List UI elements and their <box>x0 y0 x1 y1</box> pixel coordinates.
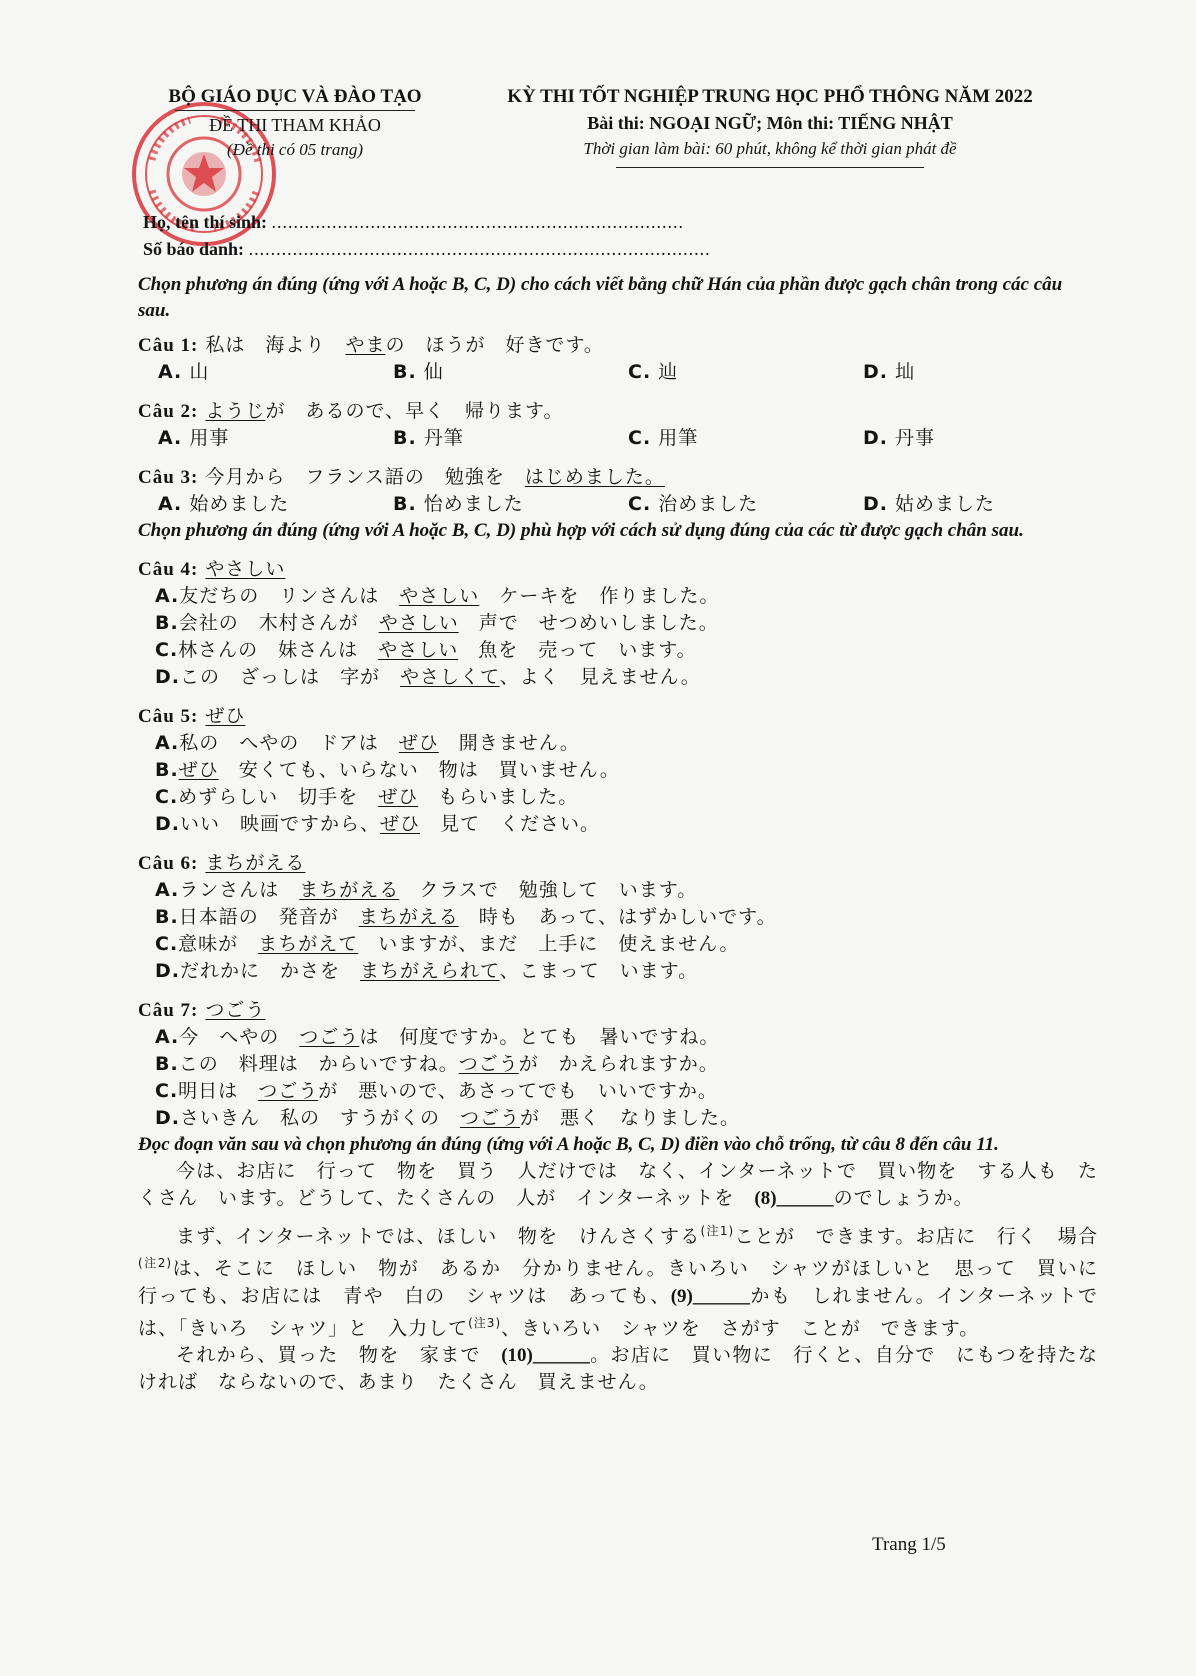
question-text: 私は 海より <box>205 334 346 356</box>
question-1 <box>138 332 1098 386</box>
exam-type: ĐỀ THI THAM KHẢO <box>209 115 381 135</box>
candidate-id-row <box>143 239 711 260</box>
underlined-word: まちがえる <box>205 852 306 874</box>
question-text: が あるので、早く 帰ります。 <box>265 400 564 422</box>
option-c: C.めずらしい 切手を ぜひ もらいました。 <box>155 786 579 808</box>
note-3: (注3) <box>468 1315 502 1330</box>
option-d: D.さいきん 私の すうがくの つごうが 悪く なりました。 <box>155 1107 741 1129</box>
question-label: Câu 1: <box>138 335 199 356</box>
question-label: Câu 4: <box>138 559 199 580</box>
exam-content <box>138 272 1119 1396</box>
underlined-word: ぜひ <box>205 705 246 727</box>
option-b: B.日本語の 発音が まちがえる 時も あって、はずかしいです。 <box>155 906 777 928</box>
instruction-kanji: Chọn phương án đúng (ứng với A hoặc B, C, D) cho cách viết bằng chữ Hán của phần được gạch chân trong các câu sau. <box>138 274 1063 321</box>
question-3 <box>138 464 1098 518</box>
blank-9: (9)______ <box>670 1285 750 1307</box>
instruction-reading: Đọc đoạn văn sau và chọn phương án đúng (ứng với A hoặc B, C, D) điền vào chỗ trống, từ câu 8 đến câu 11. <box>138 1134 999 1155</box>
underlined-word: はじめました。 <box>524 466 665 488</box>
option-b: B.この 料理は からいですね。つごうが かえられますか。 <box>155 1053 719 1075</box>
option-c: C. 辿 <box>628 361 679 383</box>
underlined-word: やさしい <box>205 558 286 580</box>
option-d: D.いい 映画ですから、ぜひ 見て ください。 <box>155 813 601 835</box>
option-c: C. 用筆 <box>628 427 699 449</box>
passage-paragraph-2: まず、インターネットでは、ほしい 物を けんさくする$^{(注1)}$ことが できます。お店に 行く 場合$^{(注2)}$は、そこに ほしい 物が あるか 分かりません。きいろい シャツがほしいと 思って 買いに 行っても、お店には 青や 白の シャツは あっても、(9)______かも しれません。インターネットでは、「きいろ シャツ」と 入力して$^{(注3)}$、きいろい シャツを さがす ことが できます。 <box>138 1224 1119 1339</box>
question-7 <box>138 997 1098 1132</box>
candidate-id-label: Số báo danh: <box>143 239 245 259</box>
underlined-word: つごう <box>205 999 266 1021</box>
ministry-header <box>150 86 440 160</box>
question-6 <box>138 850 1098 985</box>
blank-10: (10)______ <box>501 1344 590 1366</box>
option-b: B. 丹筆 <box>393 427 464 449</box>
option-a: A. 用事 <box>158 427 230 449</box>
question-5 <box>138 703 1098 838</box>
question-label: Câu 7: <box>138 1000 199 1021</box>
option-a: A.私の へやの ドアは ぜひ 開きません。 <box>155 732 580 754</box>
question-2 <box>138 398 1098 452</box>
option-a: A.友だちの リンさんは やさしい ケーキを 作りました。 <box>155 585 720 607</box>
blank-8: (8)______ <box>754 1188 834 1209</box>
option-c: C.意味が まちがえて いますが、まだ 上手に 使えません。 <box>155 933 740 955</box>
option-a: A.ランさんは まちがえる クラスで 勉強して います。 <box>155 879 698 901</box>
page-number: Trang 1/5 <box>872 1534 946 1555</box>
passage-paragraph-1: 今は、お店に 行って 物を 買う 人だけでは なく、インターネットで 買い物を する人も たくさん います。どうして、たくさんの 人が インターネットを (8)______のでしょうか。 <box>138 1160 1098 1209</box>
page-count-note: (Đề thi có 05 trang) <box>227 140 363 159</box>
option-c: C.明日は つごうが 悪いので、あさってでも いいですか。 <box>155 1080 718 1102</box>
option-d: D.この ざっしは 字が やさしくて、よく 見えません。 <box>155 666 701 688</box>
question-label: Câu 6: <box>138 853 199 874</box>
candidate-name-field: ........................................................................... <box>271 212 685 232</box>
question-label: Câu 5: <box>138 706 199 727</box>
exam-time: Thời gian làm bài: 60 phút, không kể thời gian phát đề <box>583 139 957 158</box>
candidate-id-field: .................................................................................... <box>248 239 711 259</box>
question-text: の ほうが 好きです。 <box>385 334 604 356</box>
exam-header <box>480 86 1060 168</box>
exam-subject: Bài thi: NGOẠI NGỮ; Môn thi: TIẾNG NHẬT <box>587 113 953 133</box>
underlined-word: やま <box>345 334 386 356</box>
option-d: D. 圸 <box>863 361 916 383</box>
option-b: B. 仙 <box>393 361 444 383</box>
option-b: B.ぜひ 安くても、いらない 物は 買いません。 <box>155 759 620 781</box>
question-label: Câu 3: <box>138 467 199 488</box>
note-1: (注1) <box>700 1224 735 1238</box>
ministry-underline <box>175 110 415 111</box>
question-text: 今月から フランス語の 勉強を <box>205 466 525 488</box>
option-d: D. 姑めました <box>863 493 996 515</box>
candidate-name-row <box>143 212 684 233</box>
exam-title: KỲ THI TỐT NGHIỆP TRUNG HỌC PHỔ THÔNG NĂM 2022 <box>507 86 1033 107</box>
option-a: A. 山 <box>158 361 210 383</box>
option-a: A.今 へやの つごうは 何度ですか。とても 暑いですね。 <box>155 1026 720 1048</box>
underlined-word: ようじ <box>205 400 266 422</box>
option-b: B. 怡めました <box>393 493 524 515</box>
note-2: (注2) <box>138 1256 173 1271</box>
instruction-usage: Chọn phương án đúng (ứng với A hoặc B, C, D) phù hợp với cách sử dụng đúng của các từ được gạch chân sau. <box>138 520 1024 541</box>
passage-paragraph-3: それから、買った 物を 家まで (10)______。お店に 買い物に 行くと、自分で にもつを持たなければ ならないので、あまり たくさん 買えません。 <box>138 1343 1098 1393</box>
option-d: D.だれかに かさを まちがえられて、こまって います。 <box>155 960 699 982</box>
candidate-name-label: Họ, tên thí sinh: <box>143 212 268 232</box>
question-label: Câu 2: <box>138 401 199 422</box>
option-c: C. 治めました <box>628 493 759 515</box>
option-a: A. 始めました <box>158 493 290 515</box>
option-d: D. 丹事 <box>863 427 936 449</box>
ministry-name: BỘ GIÁO DỤC VÀ ĐÀO TẠO <box>168 86 422 107</box>
option-b: B.会社の 木村さんが やさしい 声で せつめいしました。 <box>155 612 719 634</box>
option-c: C.林さんの 妹さんは やさしい 魚を 売って います。 <box>155 639 697 661</box>
header-rule <box>616 167 924 168</box>
question-4 <box>138 556 1098 691</box>
